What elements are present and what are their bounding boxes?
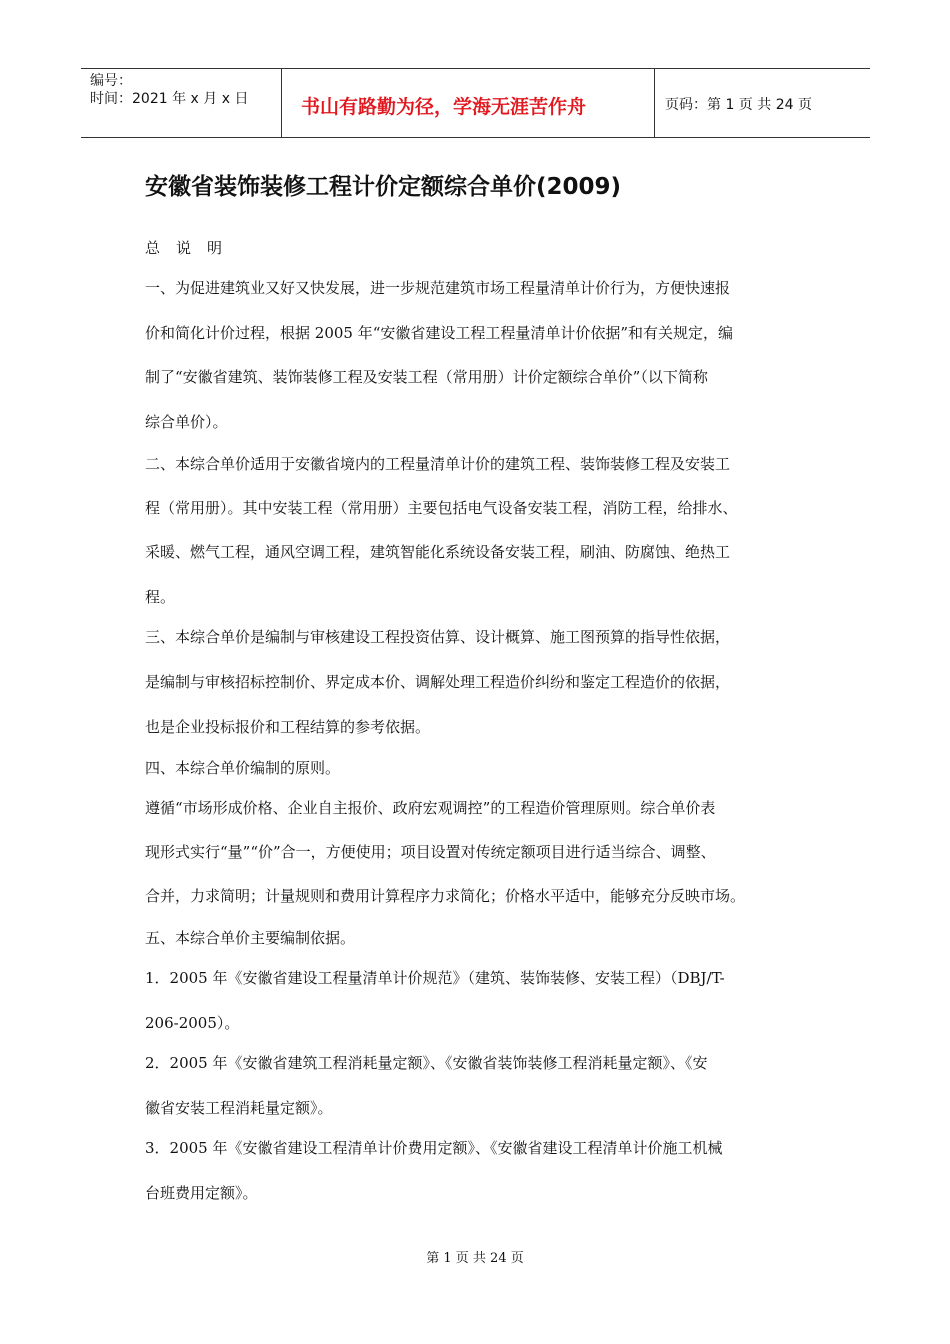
body-line: 1．2005 年《安徽省建设工程量清单计价规范》（建筑、装饰装修、安装工程）（DBJ/T-	[145, 969, 725, 987]
body-line: 综合单价）。	[145, 413, 228, 431]
body-line: 是编制与审核招标控制价、界定成本价、调解处理工程造价纠纷和鉴定工程造价的依据，	[145, 673, 731, 691]
section-heading: 总说明	[145, 239, 239, 257]
body-line: 遵循“市场形成价格、企业自主报价、政府宏观调控”的工程造价管理原则。综合单价表	[145, 799, 716, 817]
body-line: 价和简化计价过程，根据 2005 年“安徽省建设工程工程量清单计价依据”和有关规定，编	[145, 324, 734, 342]
body-line: 合并，力求简明；计量规则和费用计算程序力求简化；价格水平适中，能够充分反映市场。	[145, 887, 746, 905]
body-line: 徽省安装工程消耗量定额》。	[145, 1099, 333, 1117]
header-page-info: 页码：第 1 页 共 24 页	[665, 97, 812, 113]
body-line: 现形式实行“量”“价”合一，方便使用；项目设置对传统定额项目进行适当综合、调整、	[145, 843, 716, 861]
body-line: 五、本综合单价主要编制依据。	[145, 929, 356, 947]
body-line: 三、本综合单价是编制与审核建设工程投资估算、设计概算、施工图预算的指导性依据，	[145, 628, 731, 646]
header-table	[81, 68, 870, 138]
page-footer: 第 1 页 共 24 页	[426, 1251, 524, 1266]
header-motto-cell	[282, 69, 655, 137]
body-line: 制了“安徽省建筑、装饰装修工程及安装工程（常用册）计价定额综合单价”（以下简称	[145, 368, 708, 386]
body-line: 程。	[145, 588, 176, 606]
document-title: 安徽省装饰装修工程计价定额综合单价(2009)	[145, 174, 622, 200]
header-meta-cell	[81, 69, 282, 137]
serial-number-label: 编号：	[90, 73, 132, 89]
time-label: 时间：2021 年 x 月 x 日	[90, 91, 249, 107]
body-line: 206-2005）。	[145, 1014, 240, 1032]
body-line: 采暖、燃气工程，通风空调工程，建筑智能化系统设备安装工程，刷油、防腐蚀、绝热工	[145, 543, 731, 561]
body-line: 台班费用定额》。	[145, 1184, 258, 1202]
body-line: 也是企业投标报价和工程结算的参考依据。	[145, 718, 431, 736]
body-line: 2．2005 年《安徽省建筑工程消耗量定额》、《安徽省装饰装修工程消耗量定额》、《安	[145, 1054, 708, 1072]
body-line: 四、本综合单价编制的原则。	[145, 759, 341, 777]
body-line: 一、为促进建筑业又好又快发展，进一步规范建筑市场工程量清单计价行为，方便快速报	[145, 279, 731, 297]
header-motto: 书山有路勤为径，学海无涯苦作舟	[301, 95, 587, 118]
body-line: 3．2005 年《安徽省建设工程清单计价费用定额》、《安徽省建设工程清单计价施工机械	[145, 1139, 723, 1157]
body-line: 二、本综合单价适用于安徽省境内的工程量清单计价的建筑工程、装饰装修工程及安装工	[145, 455, 731, 473]
body-line: 程（常用册）。其中安装工程（常用册）主要包括电气设备安装工程，消防工程，给排水、	[145, 499, 738, 517]
header-page-cell	[655, 69, 870, 137]
